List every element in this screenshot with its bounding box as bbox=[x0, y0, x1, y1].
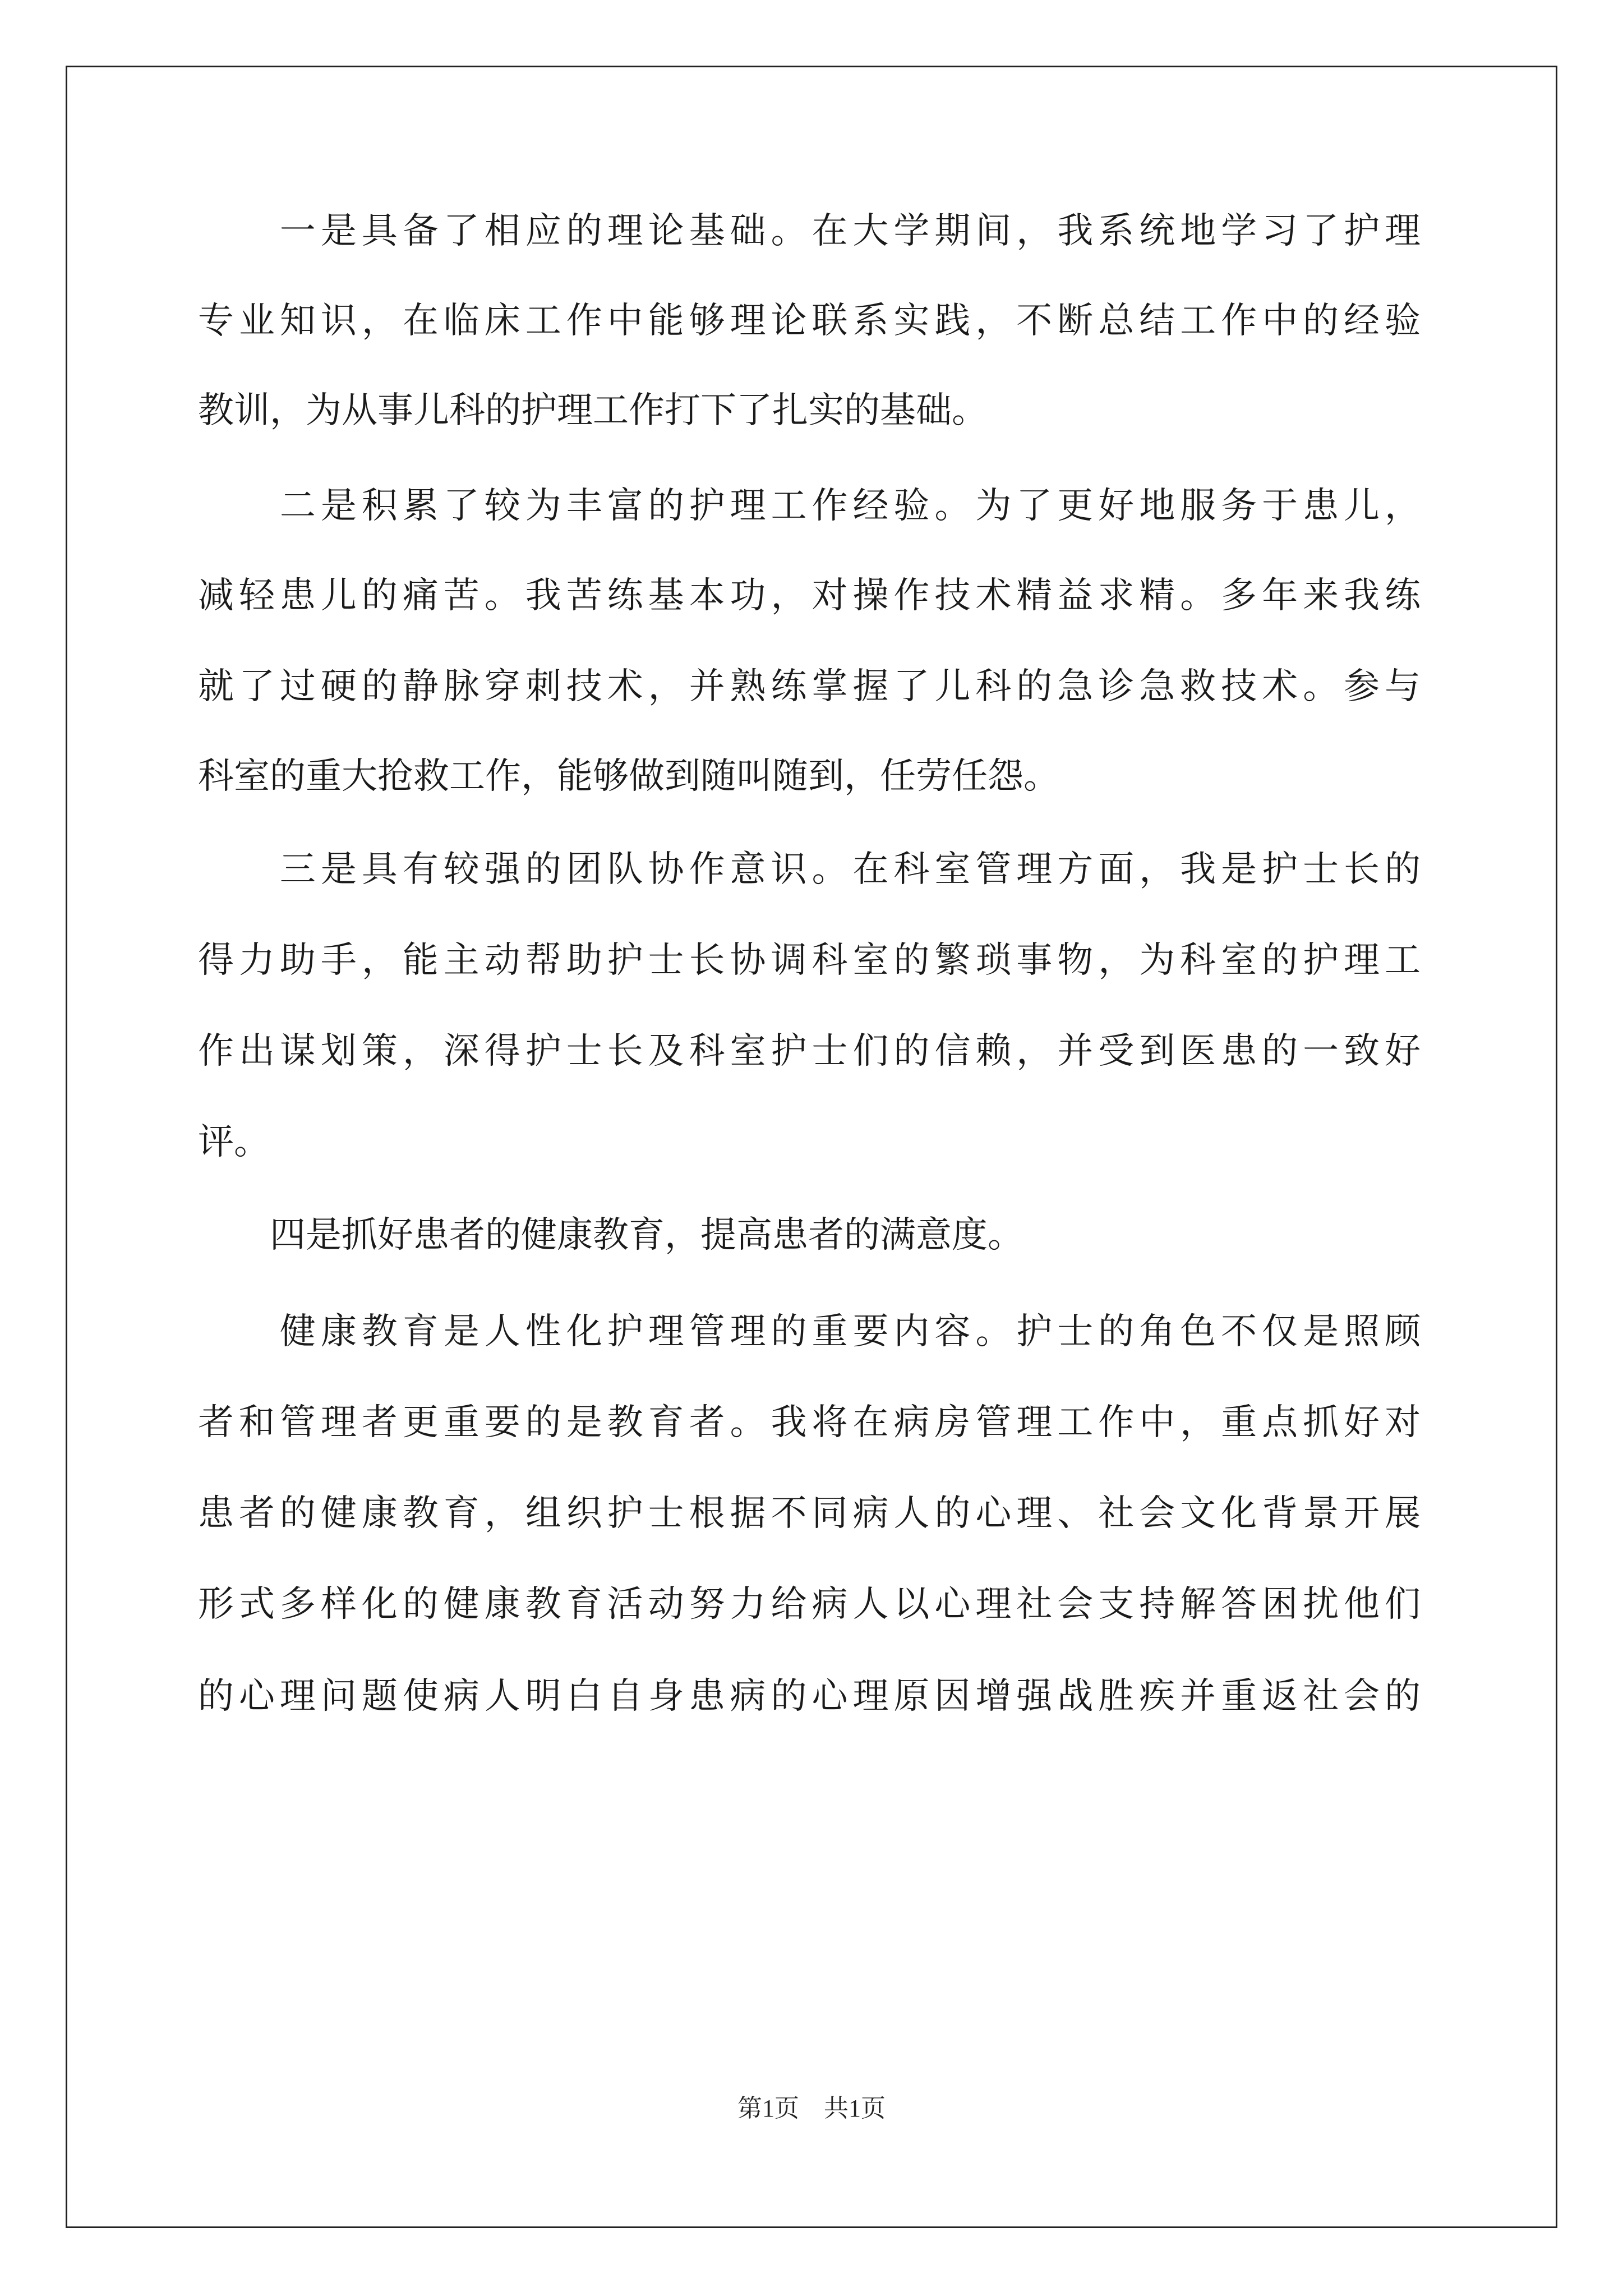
paragraph-3-line-3: 作出谋划策，深得护士长及科室护士们的信赖，并受到医患的一致好 bbox=[198, 1030, 1421, 1072]
paragraph-2-line-2: 减轻患儿的痛苦。我苦练基本功，对操作技术精益求精。多年来我练 bbox=[198, 575, 1421, 616]
paragraph-2-line-4: 科室的重大抢救工作，能够做到随叫随到，任劳任怨。 bbox=[198, 756, 1059, 797]
page-number-footer: 第1页 共1页 bbox=[737, 2095, 886, 2122]
paragraph-5-line-5: 的心理问题使病人明白自身患病的心理原因增强战胜疾并重返社会的 bbox=[198, 1676, 1421, 1717]
paragraph-5-line-2: 者和管理者更重要的是教育者。我将在病房管理工作中，重点抓好对 bbox=[198, 1402, 1421, 1443]
paragraph-4-line-1: 四是抓好患者的健康教育，提高患者的满意度。 bbox=[198, 1214, 1023, 1256]
paragraph-5-line-1: 健康教育是人性化护理管理的重要内容。护士的角色不仅是照顾 bbox=[198, 1311, 1421, 1352]
paragraph-1-line-3: 教训，为从事儿科的护理工作打下了扎实的基础。 bbox=[198, 390, 988, 431]
paragraph-3-line-4: 评。 bbox=[198, 1121, 270, 1163]
paragraph-1-line-2: 专业知识，在临床工作中能够理论联系实践，不断总结工作中的经验 bbox=[198, 300, 1421, 342]
paragraph-5-line-3: 患者的健康教育，组织护士根据不同病人的心理、社会文化背景开展 bbox=[198, 1493, 1421, 1534]
paragraph-3-line-1: 三是具有较强的团队协作意识。在科室管理方面，我是护士长的 bbox=[198, 849, 1421, 890]
paragraph-3-line-2: 得力助手，能主动帮助护士长协调科室的繁琐事物，为科室的护理工 bbox=[198, 940, 1421, 981]
paragraph-2-line-1: 二是积累了较为丰富的护理工作经验。为了更好地服务于患儿， bbox=[198, 485, 1421, 527]
paragraph-5-line-4: 形式多样化的健康教育活动努力给病人以心理社会支持解答困扰他们 bbox=[198, 1584, 1421, 1625]
paragraph-2-line-3: 就了过硬的静脉穿刺技术，并熟练掌握了儿科的急诊急救技术。参与 bbox=[198, 666, 1421, 707]
paragraph-1-line-1: 一是具备了相应的理论基础。在大学期间，我系统地学习了护理 bbox=[198, 210, 1421, 252]
